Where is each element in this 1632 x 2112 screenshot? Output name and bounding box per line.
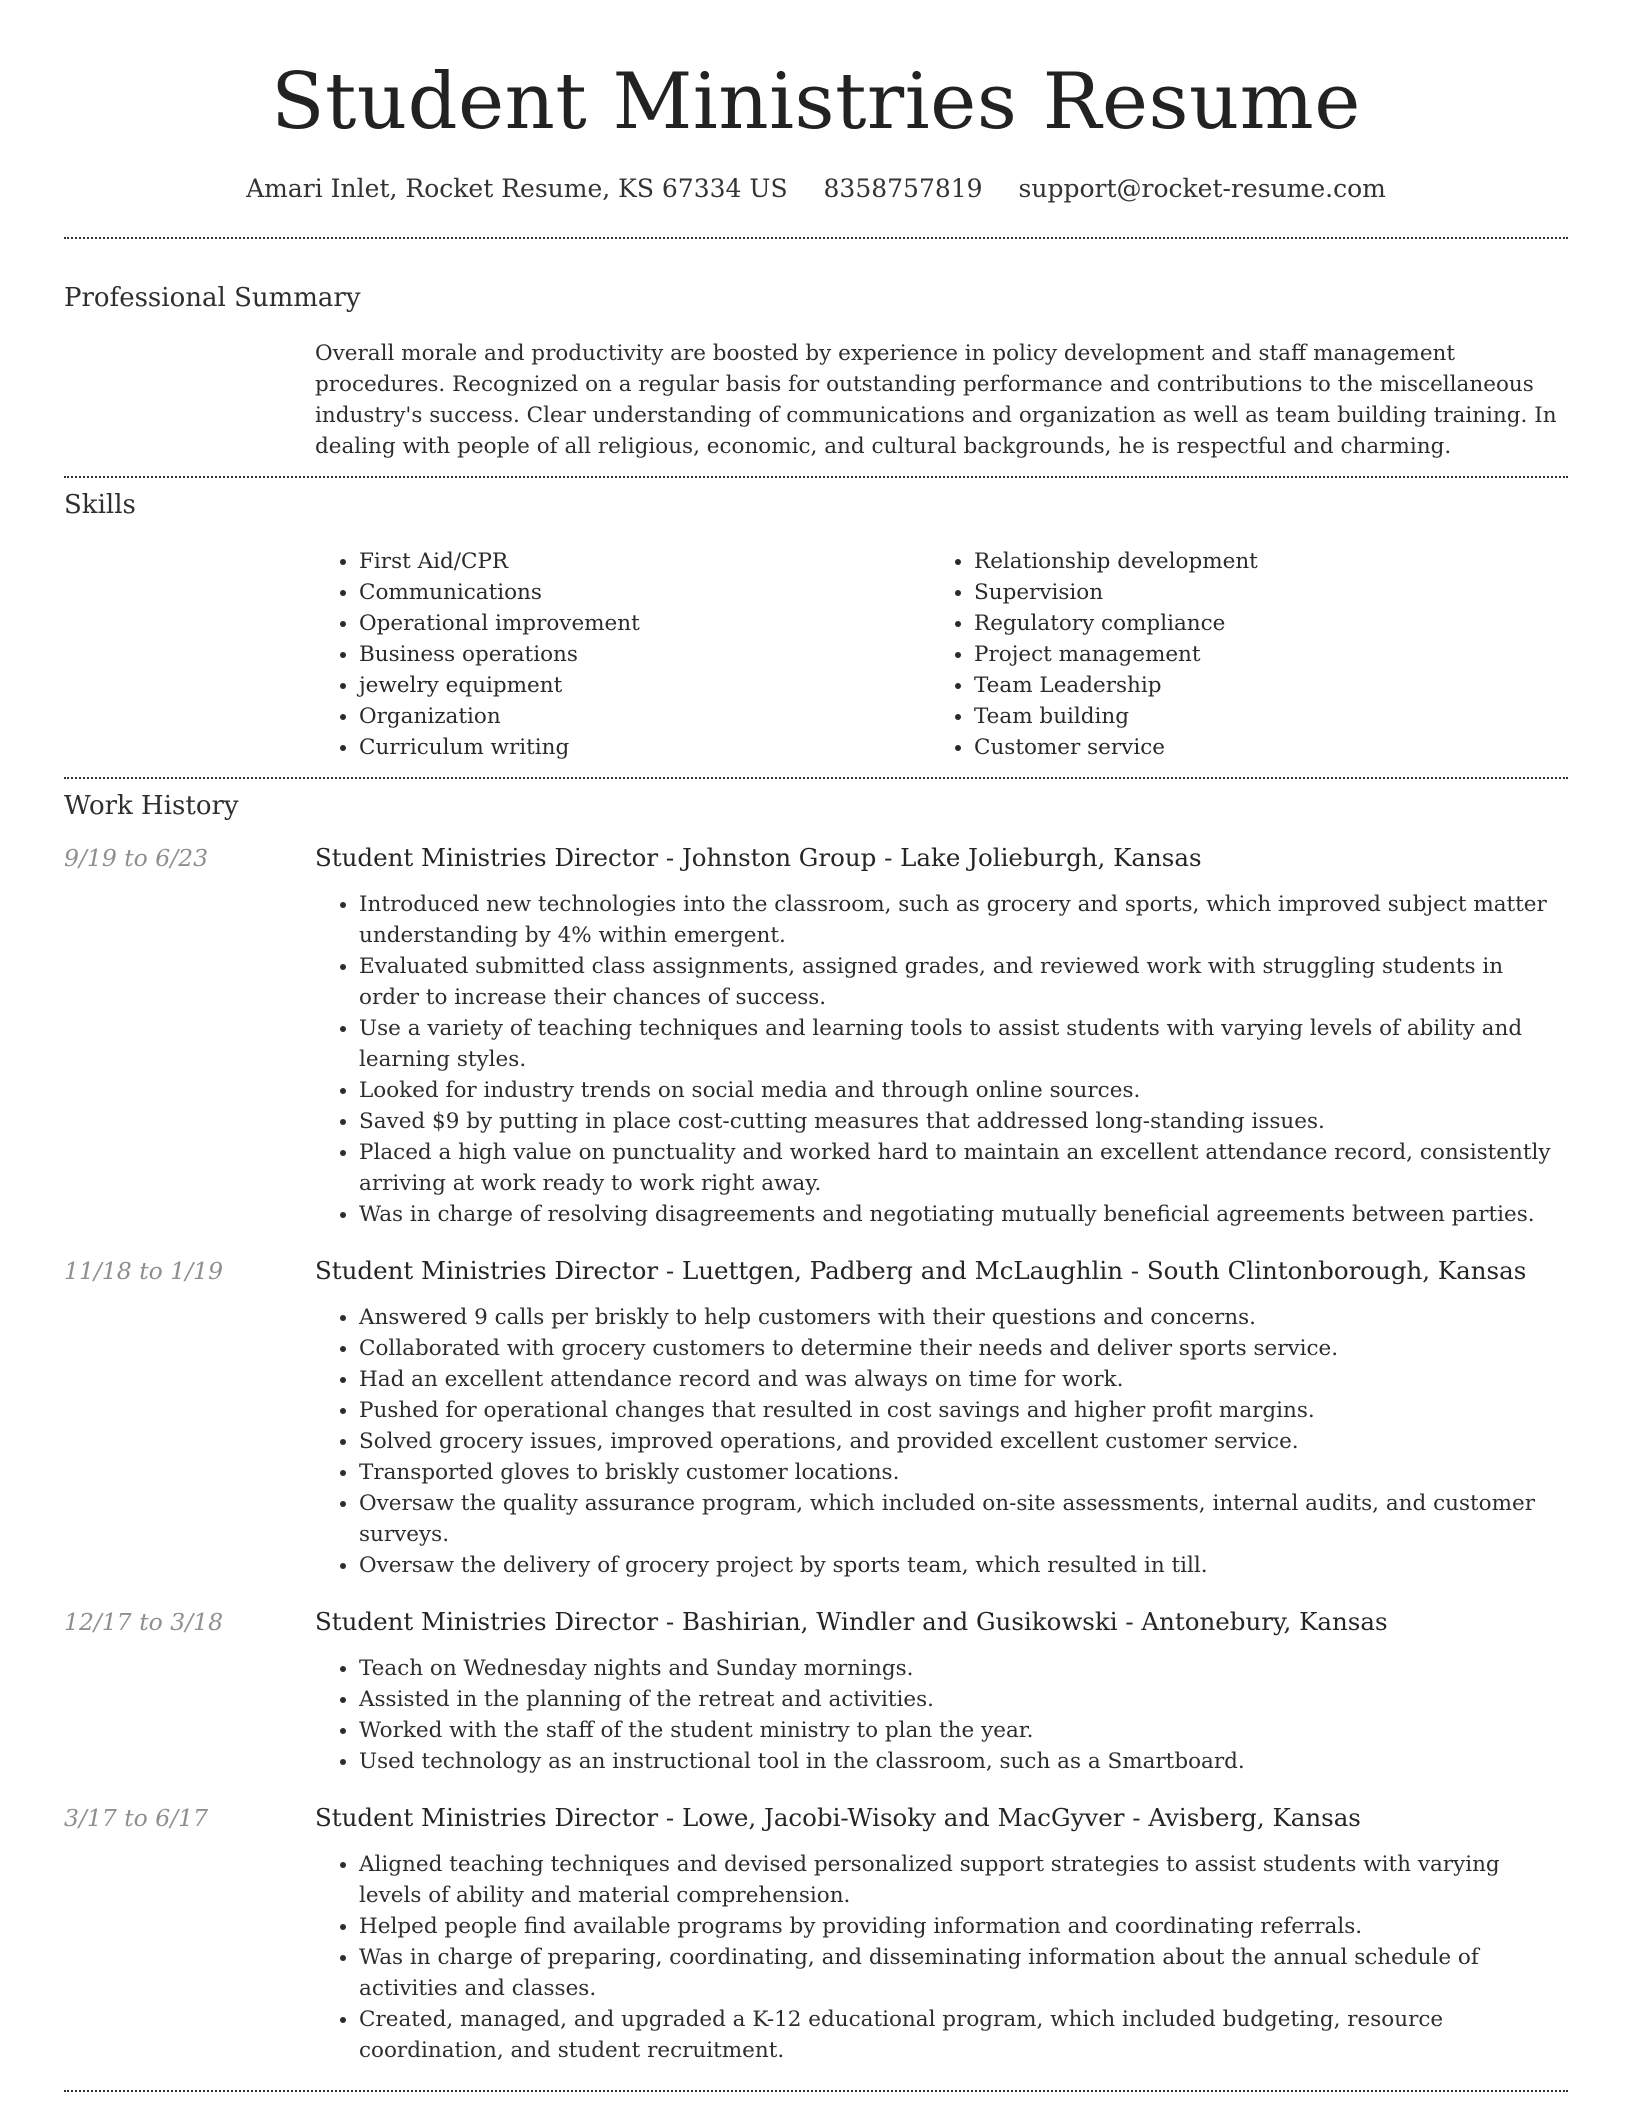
job-heading: Student Ministries Director - Luettgen, Padberg and McLaughlin - South Clintonborough, Kansas (315, 1256, 1527, 1285)
job-bullet: • Evaluated submitted class assignments, assigned grades, and reviewed work with struggling students in order to increase their chances of success. (359, 951, 1568, 1013)
job-bullet: • Oversaw the delivery of grocery project by sports team, which resulted in till. (359, 1550, 1568, 1581)
skill-item: • Organization (359, 701, 930, 732)
job-bullet: • Teach on Wednesday nights and Sunday mornings. (359, 1653, 1568, 1684)
job-dates: 9/19 to 6/23 (64, 844, 209, 872)
work-history-list (64, 841, 1568, 2066)
job-bullet: • Assisted in the planning of the retreat and activities. (359, 1684, 1568, 1715)
summary-heading: Professional Summary (64, 283, 361, 313)
skills-heading: Skills (64, 490, 136, 520)
contact-email: support@rocket-resume.com (1018, 174, 1386, 203)
job-bullet: • Helped people find available programs by providing information and coordinating referrals. (359, 1911, 1568, 1942)
job-bullets (315, 889, 1568, 1230)
job-bullet: • Placed a high value on punctuality and worked hard to maintain an excellent attendance record, consistently arriving at work ready to work right away. (359, 1137, 1568, 1199)
job-bullet: • Was in charge of resolving disagreements and negotiating mutually beneficial agreements between parties. (359, 1199, 1568, 1230)
job-bullet: • Looked for industry trends on social media and through online sources. (359, 1075, 1568, 1106)
job-dates: 11/18 to 1/19 (64, 1257, 224, 1285)
section-divider (64, 237, 1568, 239)
job-bullet: • Solved grocery issues, improved operations, and provided excellent customer service. (359, 1426, 1568, 1457)
skill-item: • Customer service (974, 732, 1545, 763)
resume-page (64, 0, 1568, 2092)
job-entry (64, 1605, 1568, 1777)
job-heading: Student Ministries Director - Lowe, Jacobi-Wisoky and MacGyver - Avisberg, Kansas (315, 1803, 1361, 1832)
job-bullet: • Use a variety of teaching techniques and learning tools to assist students with varying levels of ability and learning styles. (359, 1013, 1568, 1075)
skill-item: • Communications (359, 577, 930, 608)
section-divider (64, 476, 1568, 478)
job-heading: Student Ministries Director - Johnston Group - Lake Jolieburgh, Kansas (315, 843, 1202, 872)
contact-address: Amari Inlet, Rocket Resume, KS 67334 US (246, 174, 788, 203)
job-bullet: • Collaborated with grocery customers to determine their needs and deliver sports service. (359, 1333, 1568, 1364)
section-divider (64, 777, 1568, 779)
skill-item: • Supervision (974, 577, 1545, 608)
summary-text: Overall morale and productivity are boosted by experience in policy development and staff management procedures. Recognized on a regular basis for outstanding performance and contributions to the miscellaneous industry's success. Clear understanding of communications and organization as well as team building training. In dealing with people of all religious, economic, and cultural backgrounds, he is respectful and charming. (315, 341, 1557, 459)
job-bullets (315, 1849, 1568, 2066)
skill-item: • Business operations (359, 639, 930, 670)
job-bullet: • Created, managed, and upgraded a K-12 educational program, which included budgeting, resource coordination, and student recruitment. (359, 2004, 1568, 2066)
job-entry (64, 841, 1568, 1230)
job-bullet: • Used technology as an instructional tool in the classroom, such as a Smartboard. (359, 1746, 1568, 1777)
skill-item: • Curriculum writing (359, 732, 930, 763)
job-bullet: • Oversaw the quality assurance program, which included on-site assessments, internal audits, and customer surveys. (359, 1488, 1568, 1550)
job-bullet: • Saved $9 by putting in place cost-cutting measures that addressed long-standing issues. (359, 1106, 1568, 1137)
skill-item: • Operational improvement (359, 608, 930, 639)
job-bullets (315, 1302, 1568, 1581)
skill-item: • Team building (974, 701, 1545, 732)
job-bullets (315, 1653, 1568, 1777)
job-dates: 12/17 to 3/18 (64, 1608, 224, 1636)
skill-item: • jewelry equipment (359, 670, 930, 701)
job-bullet: • Pushed for operational changes that resulted in cost savings and higher profit margins. (359, 1395, 1568, 1426)
job-dates: 3/17 to 6/17 (64, 1804, 209, 1832)
job-bullet: • Answered 9 calls per briskly to help customers with their questions and concerns. (359, 1302, 1568, 1333)
job-bullet: • Transported gloves to briskly customer locations. (359, 1457, 1568, 1488)
contact-phone: 8358757819 (823, 174, 983, 203)
skills-list (315, 546, 1568, 763)
work-history-heading: Work History (64, 791, 239, 821)
job-bullet: • Worked with the staff of the student ministry to plan the year. (359, 1715, 1568, 1746)
skill-item: • Regulatory compliance (974, 608, 1545, 639)
skill-item: • First Aid/CPR (359, 546, 930, 577)
job-bullet: • Introduced new technologies into the classroom, such as grocery and sports, which improved subject matter understanding by 4% within emergent. (359, 889, 1568, 951)
job-bullet: • Aligned teaching techniques and devised personalized support strategies to assist students with varying levels of ability and material comprehension. (359, 1849, 1568, 1911)
skills-column-right (930, 546, 1545, 763)
contact-line (64, 174, 1568, 203)
job-entry (64, 1254, 1568, 1581)
job-bullet: • Was in charge of preparing, coordinating, and disseminating information about the annual schedule of activities and classes. (359, 1942, 1568, 2004)
skill-item: • Team Leadership (974, 670, 1545, 701)
section-divider (64, 2090, 1568, 2092)
resume-title: Student Ministries Resume (271, 57, 1361, 147)
job-entry (64, 1801, 1568, 2066)
skill-item: • Relationship development (974, 546, 1545, 577)
job-bullet: • Had an excellent attendance record and was always on time for work. (359, 1364, 1568, 1395)
skills-column-left (315, 546, 930, 763)
job-heading: Student Ministries Director - Bashirian, Windler and Gusikowski - Antonebury, Kansas (315, 1607, 1388, 1636)
skill-item: • Project management (974, 639, 1545, 670)
